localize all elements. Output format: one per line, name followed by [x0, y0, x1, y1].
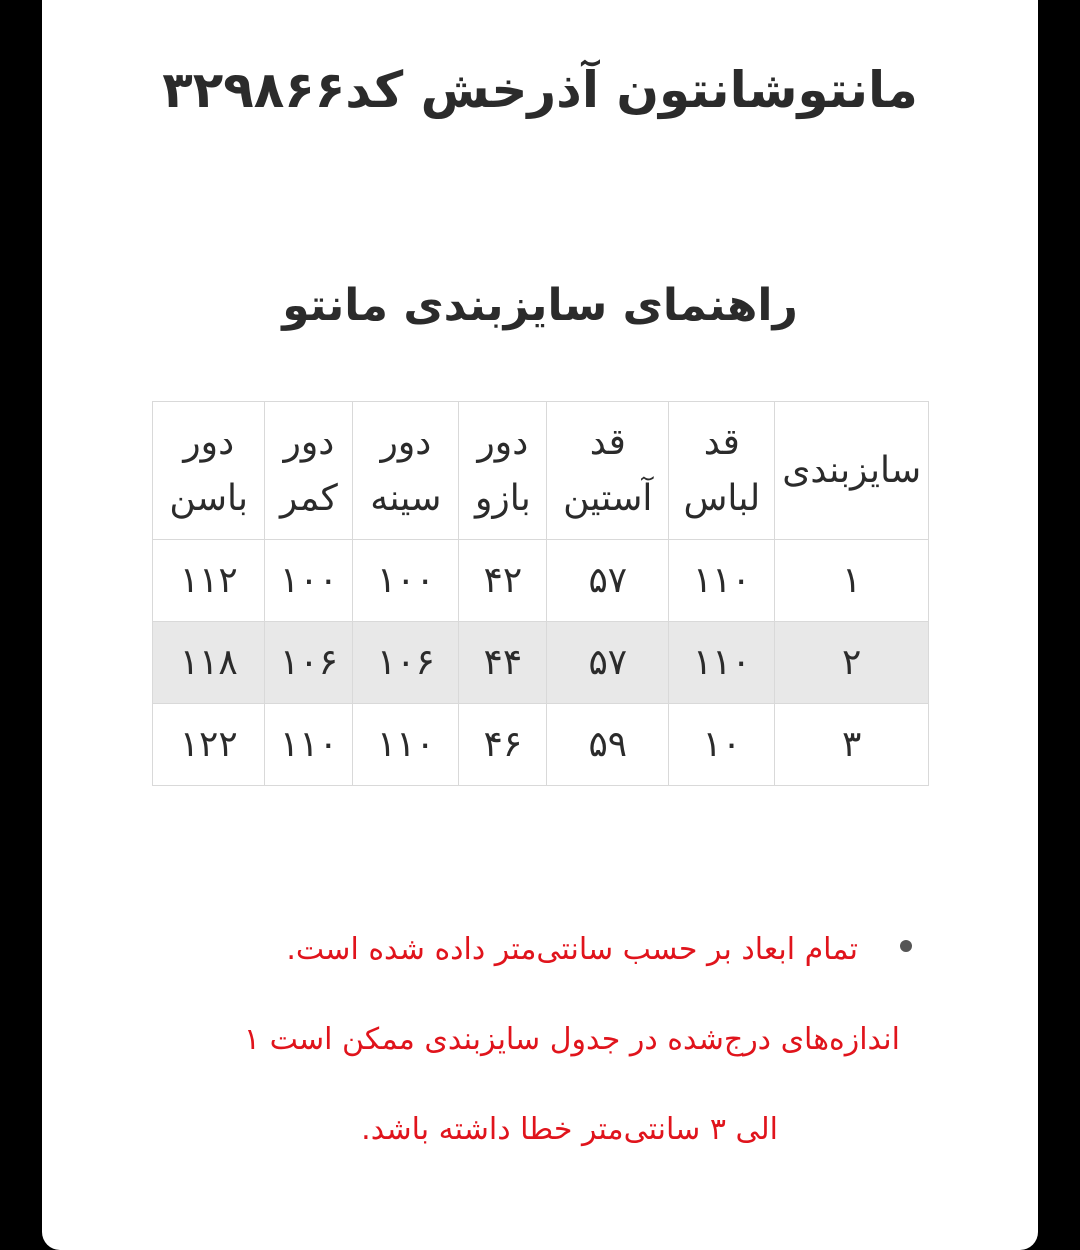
header-waist [265, 402, 353, 540]
table-row [153, 704, 929, 786]
cell-waist: ۱۱۰ [265, 704, 353, 786]
header-hip-line2: باسن [169, 477, 248, 519]
cell-size: ۱ [775, 540, 929, 622]
header-hip [153, 402, 265, 540]
bullet-icon [900, 940, 912, 952]
header-size [775, 402, 929, 540]
cell-size: ۲ [775, 622, 929, 704]
cell-waist: ۱۰۰ [265, 540, 353, 622]
table-row [153, 622, 929, 704]
cell-waist: ۱۰۶ [265, 622, 353, 704]
cell-sleeve-length: ۵۹ [547, 704, 669, 786]
cell-dress-length: ۱۱۰ [669, 540, 775, 622]
table-row [153, 540, 929, 622]
header-arm [459, 402, 547, 540]
header-sleeve-length-line2: آستین [563, 477, 653, 519]
cell-arm: ۴۶ [459, 704, 547, 786]
header-chest-line1: دور [380, 421, 432, 463]
note-line-2: اندازه‌های درج‌شده در جدول سایزبندی ممکن است ۱ [243, 1022, 900, 1057]
cell-sleeve-length: ۵۷ [547, 622, 669, 704]
cell-dress-length: ۱۰ [669, 704, 775, 786]
product-page [42, 0, 1038, 1250]
header-dress-length-line2: لباس [683, 477, 761, 519]
cell-hip: ۱۱۸ [153, 622, 265, 704]
cell-chest: ۱۰۶ [353, 622, 459, 704]
cell-hip: ۱۱۲ [153, 540, 265, 622]
size-guide-heading: راهنمای سایزبندی مانتو [282, 280, 798, 331]
size-table [152, 401, 929, 786]
header-chest-line2: سینه [370, 477, 442, 519]
cell-dress-length: ۱۱۰ [669, 622, 775, 704]
header-dress-length-line1: قد [703, 421, 740, 463]
table-header-row [153, 402, 929, 540]
header-hip-line1: دور [183, 421, 235, 463]
header-sleeve-length-line1: قد [589, 421, 626, 463]
note-line-3: الی ۳ سانتی‌متر خطا داشته باشد. [361, 1112, 778, 1147]
note-line-1: تمام ابعاد بر حسب سانتی‌متر داده شده است. [286, 932, 858, 967]
cell-arm: ۴۴ [459, 622, 547, 704]
cell-size: ۳ [775, 704, 929, 786]
header-size-label: سایزبندی [782, 449, 922, 491]
header-waist-line1: دور [283, 421, 335, 463]
header-dress-length [669, 402, 775, 540]
header-arm-line1: دور [477, 421, 529, 463]
cell-arm: ۴۲ [459, 540, 547, 622]
header-waist-line2: کمر [279, 477, 338, 519]
cell-chest: ۱۱۰ [353, 704, 459, 786]
cell-sleeve-length: ۵۷ [547, 540, 669, 622]
cell-chest: ۱۰۰ [353, 540, 459, 622]
header-arm-line2: بازو [474, 477, 531, 519]
header-sleeve-length [547, 402, 669, 540]
cell-hip: ۱۲۲ [153, 704, 265, 786]
product-title: مانتوشانتون آذرخش کد۳۲۹۸۶۶ [162, 61, 918, 119]
header-chest [353, 402, 459, 540]
